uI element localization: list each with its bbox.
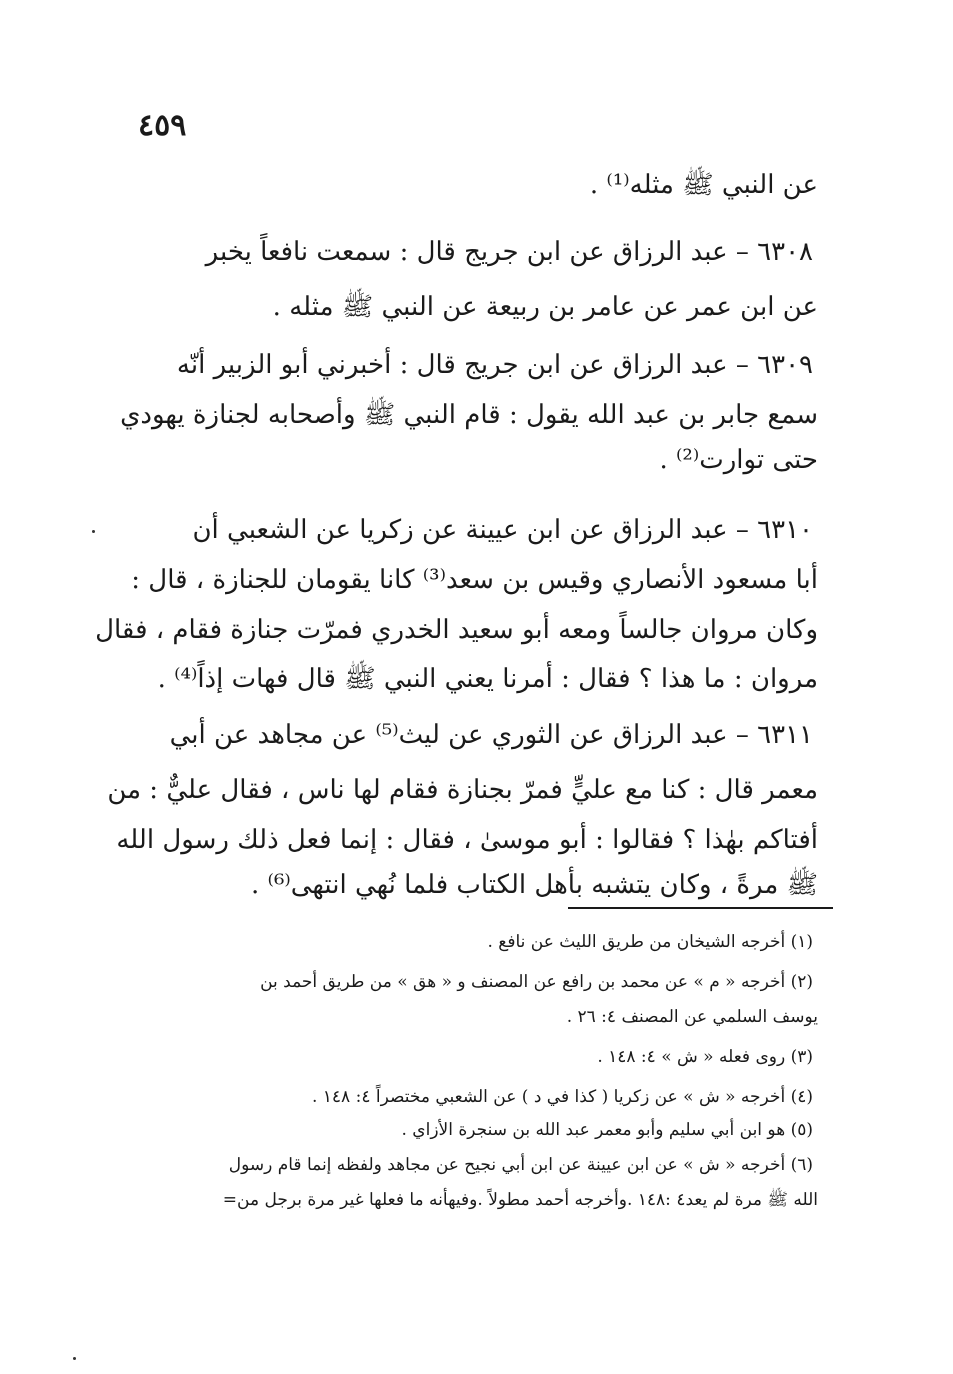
- footnote-1: (١) أخرجه الشيخان من طريق الليث عن نافع .: [487, 932, 813, 952]
- hadith-6309-line: ٦٣٠٩ – عبد الرزاق عن ابن جريج قال : أخبرني أبو الزبير أنّه: [176, 350, 813, 380]
- scan-speck: [92, 530, 95, 533]
- text-line: عن ابن عمر عن عامر بن ربيعة عن النبي ﷺ مثله .: [272, 292, 818, 322]
- text-line: سمع جابر بن عبد الله يقول : قام النبي ﷺ وأصحابه لجنازة يهودي: [120, 400, 818, 430]
- text-line: عن النبي ﷺ مثله⁽¹⁾ .: [589, 170, 818, 200]
- footnote-divider: [568, 907, 833, 909]
- footnote-6: (٦) أخرجه « ش » عن ابن عيينة عن ابن أبي نجيح عن مجاهد ولفظه إنما قام رسول: [228, 1155, 813, 1175]
- text-line: أفتاكم بهٰذا ؟ فقالوا : أبو موسىٰ ، فقال : إنما فعل ذلك رسول الله: [116, 825, 818, 855]
- hadith-6308-line: ٦٣٠٨ – عبد الرزاق عن ابن جريج قال : سمعت نافعاً يخبر: [205, 237, 813, 267]
- text-line: مروان : ما هذا ؟ فقال : أمرنا يعني النبي ﷺ قال فهات إذاً⁽⁴⁾ .: [157, 664, 818, 694]
- hadith-6310-line: ٦٣١٠ – عبد الرزاق عن ابن عيينة عن زكريا عن الشعبي أن: [192, 515, 813, 545]
- text-line: أبا مسعود الأنصاري وقيس بن سعد⁽³⁾ كانا يقومان للجنازة ، قال :: [131, 565, 818, 595]
- text-line: حتى توارت⁽²⁾ .: [659, 445, 818, 475]
- page-number: ٤٥٩: [138, 108, 187, 143]
- footnote-2: (٢) أخرجه « م » عن محمد بن رافع عن المصنف و « هق » من طريق أحمد بن: [260, 972, 813, 992]
- scan-speck: [73, 1357, 76, 1360]
- text-line: ﷺ مرةً ، وكان يتشبه بأهل الكتاب فلما نُهي انتهى⁽⁶⁾ .: [251, 870, 818, 900]
- footnote-3: (٣) روى فعله « ش » ٤: ١٤٨ .: [597, 1047, 813, 1067]
- hadith-6311-line: ٦٣١١ – عبد الرزاق عن الثوري عن ليث⁽⁵⁾ عن مجاهد عن أبي: [169, 720, 813, 750]
- text-line: وكان مروان جالساً ومعه أبو سعيد الخدري فمرّت جنازة فقام ، فقال: [95, 615, 818, 645]
- footnote-2-cont: يوسف السلمي عن المصنف ٤: ٢٦ .: [566, 1007, 818, 1027]
- footnote-5: (٥) هو ابن أبي سليم وأبو معمر عبد الله بن سنجرة الأزاي .: [401, 1120, 813, 1140]
- text-line: معمر قال : كنا مع عليٍّ فمرّ بجنازة فقام لها ناس ، فقال عليٌّ : من: [107, 775, 818, 805]
- footnote-4: (٤) أخرجه « ش » عن زكريا ( كذا في د ) عن الشعبي مختصراً ٤: ١٤٨ .: [311, 1087, 813, 1107]
- footnote-6-cont: الله ﷺ مرة لم يعد٤ :١٤٨ .وأخرجه أحمد مطولاً .وفيهأنه ما فعلها غير مرة برجل من=: [222, 1190, 818, 1210]
